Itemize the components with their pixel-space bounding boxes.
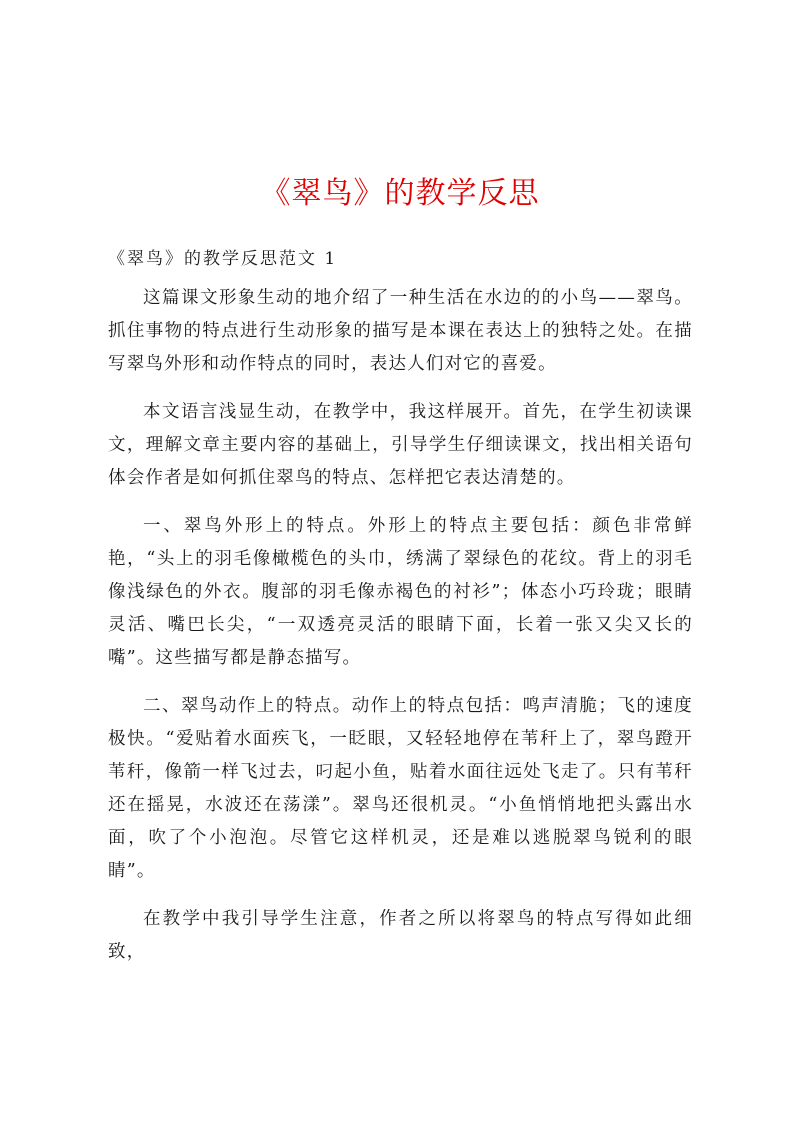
- paragraph-intro: 这篇课文形象生动的地介绍了一种生活在水边的的小鸟——翠鸟。抓住事物的特点进行生动形象的描写是本课在表达上的独特之处。在描写翠鸟外形和动作特点的同时，表达人们对它的喜爱。: [108, 288, 693, 374]
- document-title: 《翠鸟》的教学反思: [260, 176, 540, 211]
- paragraph-method: 本文语言浅显生动，在教学中，我这样展开。首先，在学生初读课文，理解文章主要内容的基础上，引导学生仔细读课文，找出相关语句体会作者是如何抓住翠鸟的特点、怎样把它表达清楚的。: [108, 402, 693, 488]
- paragraph-appearance: 一、翠鸟外形上的特点。外形上的特点主要包括：颜色非常鲜艳，“头上的羽毛像橄榄色的头巾，绣满了翠绿色的花纹。背上的羽毛像浅绿色的外衣。腹部的羽毛像赤褐色的衬衫”；体态小巧玲珑；眼睛灵活、嘴巴长尖，“一双透亮灵活的眼睛下面，长着一张又尖又长的嘴”。这些描写都是静态描写。: [108, 516, 693, 668]
- paragraph-guidance: 在教学中我引导学生注意，作者之所以将翠鸟的特点写得如此细致，: [108, 909, 693, 962]
- paragraph-actions: 二、翠鸟动作上的特点。动作上的特点包括：鸣声清脆；飞的速度极快。“爱贴着水面疾飞，一眨眼，又轻轻地停在苇秆上了，翠鸟蹬开苇秆，像箭一样飞过去，叼起小鱼，贴着水面往远处飞走了。只有苇秆还在摇晃，水波还在荡漾”。翠鸟还很机灵。“小鱼悄悄地把头露出水面，吹了个小泡泡。尽管它这样机灵，还是难以逃脱翠鸟锐利的眼睛”。: [108, 696, 693, 881]
- document-subtitle: 《翠鸟》的教学反思范文 1: [108, 249, 338, 269]
- document-body: [108, 282, 693, 984]
